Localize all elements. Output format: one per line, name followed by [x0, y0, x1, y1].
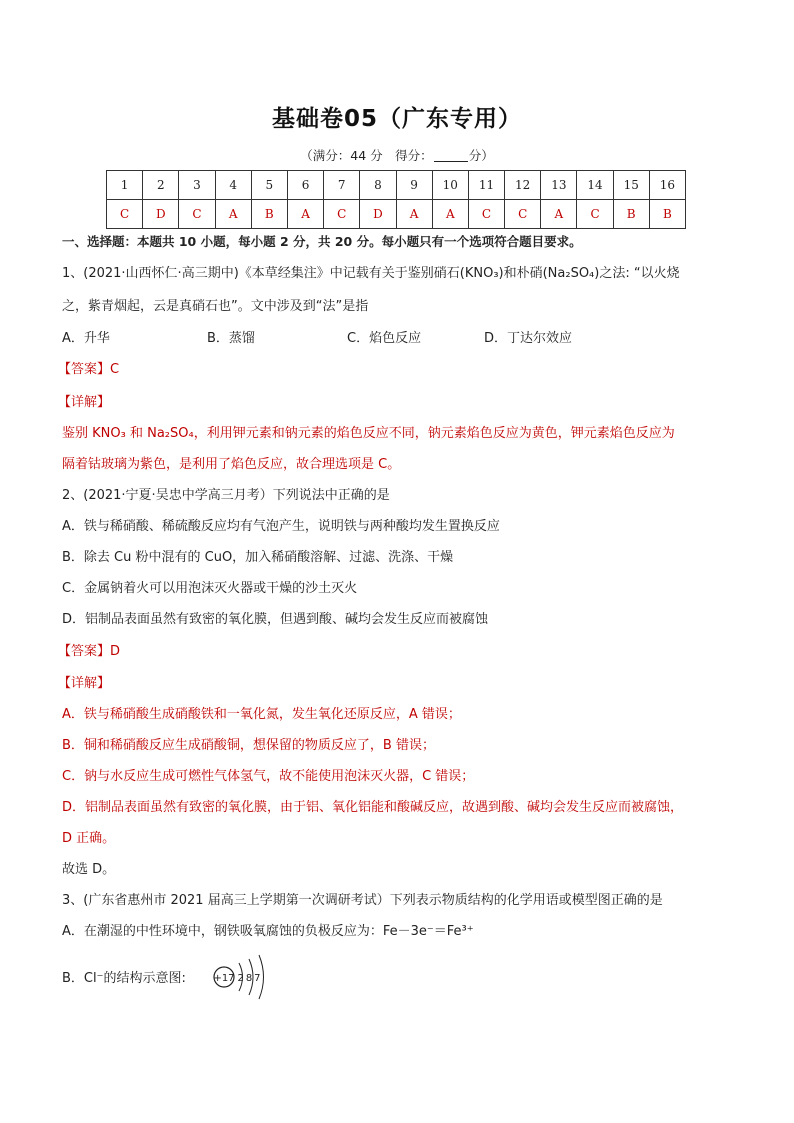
answer-letter: B: [613, 200, 649, 229]
question-number: 13: [541, 171, 577, 200]
q2-detail-c: C．钠与水反应生成可燃性气体氢气，故不能使用泡沫灭火器，C 错误；: [62, 769, 475, 784]
nucleus-charge: +17: [213, 973, 235, 984]
answer-letter: C: [577, 200, 613, 229]
answer-letter: D: [143, 200, 179, 229]
answer-letter: A: [541, 200, 577, 229]
score-suffix: 分）: [468, 148, 494, 163]
q1-answer: 【答案】C: [58, 362, 120, 377]
q2-option-d: D．铝制品表面虽然有致密的氧化膜，但遇到酸、碱均会发生反应而被腐蚀: [62, 612, 489, 627]
q2-option-c: C．金属钠着火可以用泡沫灭火器或干燥的沙土灭火: [62, 581, 358, 596]
q3-stem: 3、(广东省惠州市 2021 届高三上学期第一次调研考试）下列表示物质结构的化学用语或模型图正确的是: [62, 893, 663, 908]
answer-table: [106, 170, 686, 229]
q1-option-b: B．蒸馏: [207, 331, 255, 346]
answer-letter: A: [432, 200, 468, 229]
q1-options: [62, 330, 746, 348]
q2-option-b: B．除去 Cu 粉中混有的 CuO，加入稀硝酸溶解、过滤、洗涤、干燥: [62, 550, 454, 565]
q1-detail-label: 【详解】: [58, 395, 111, 410]
q3-option-b: B．Cl⁻的结构示意图:: [62, 971, 186, 986]
question-number: 2: [143, 171, 179, 200]
q1-stem-line2: 之，紫青烟起，云是真硝石也”。文中涉及到“法”是指: [62, 299, 369, 314]
score-blank: [434, 149, 468, 162]
q1-option-a: A．升华: [62, 331, 110, 346]
answer-table-answers-row: [107, 200, 686, 229]
answer-letter: C: [505, 200, 541, 229]
answer-letter: D: [360, 200, 396, 229]
answer-letter: C: [179, 200, 215, 229]
chlorine-ion-structure-diagram: [212, 950, 272, 1000]
answer-letter: C: [468, 200, 504, 229]
answer-letter: A: [215, 200, 251, 229]
answer-table-numbers-row: [107, 171, 686, 200]
answer-letter: C: [107, 200, 143, 229]
question-number: 6: [287, 171, 323, 200]
electron-shell-counts: 287: [237, 973, 263, 984]
q1-detail-line2: 隔着钴玻璃为紫色，是利用了焰色反应，故合理选项是 C。: [62, 457, 401, 472]
question-number: 7: [324, 171, 360, 200]
question-number: 12: [505, 171, 541, 200]
question-number: 1: [107, 171, 143, 200]
answer-letter: C: [324, 200, 360, 229]
answer-letter: A: [287, 200, 323, 229]
section-heading: 一、选择题：本题共 10 小题，每小题 2 分，共 20 分。每小题只有一个选项符合题目要求。: [62, 234, 582, 249]
page-title: 基础卷05（广东专用）: [271, 106, 522, 132]
q2-detail-label: 【详解】: [58, 676, 111, 691]
question-number: 10: [432, 171, 468, 200]
score-prefix: （满分：44 分 得分：: [300, 148, 433, 163]
q2-option-a: A．铁与稀硝酸、稀硫酸反应均有气泡产生，说明铁与两种酸均发生置换反应: [62, 519, 500, 534]
q2-detail-a: A．铁与稀硝酸生成硝酸铁和一氧化氮，发生氧化还原反应，A 错误；: [62, 707, 461, 722]
question-number: 16: [649, 171, 685, 200]
question-number: 5: [251, 171, 287, 200]
q2-detail-b: B．铜和稀硝酸反应生成硝酸铜，想保留的物质反应了，B 错误；: [62, 738, 435, 753]
answer-letter: A: [396, 200, 432, 229]
q2-detail-d: D．铝制品表面虽然有致密的氧化膜，由于铝、氧化铝能和酸碱反应，故遇到酸、碱均会发生反应而被腐蚀，: [62, 800, 684, 815]
question-number: 4: [215, 171, 251, 200]
q3-option-a: A．在潮湿的中性环境中，钢铁吸氧腐蚀的负极反应为：Fe－3e⁻＝Fe³⁺: [62, 924, 474, 939]
q2-stem: 2、(2021·宁夏·吴忠中学高三月考）下列说法中正确的是: [62, 488, 390, 503]
question-number: 11: [468, 171, 504, 200]
q2-answer: 【答案】D: [58, 644, 121, 659]
q2-detail-d-cont: D 正确。: [62, 831, 116, 846]
score-line: [0, 146, 794, 164]
answer-letter: B: [649, 200, 685, 229]
q1-option-d: D．丁达尔效应: [484, 331, 573, 346]
question-number: 15: [613, 171, 649, 200]
q1-option-c: C．焰色反应: [347, 331, 422, 346]
q1-detail-line1: 鉴别 KNO₃ 和 Na₂SO₄，利用钾元素和钠元素的焰色反应不同，钠元素焰色反应为黄色，钾元素焰色反应为: [62, 426, 675, 441]
q2-conclusion: 故选 D。: [62, 862, 116, 877]
question-number: 8: [360, 171, 396, 200]
answer-letter: B: [251, 200, 287, 229]
question-number: 14: [577, 171, 613, 200]
question-number: 3: [179, 171, 215, 200]
question-number: 9: [396, 171, 432, 200]
q1-stem-line1: 1、(2021·山西怀仁·高三期中)《本草经集注》中记载有关于鉴别硝石(KNO₃)和朴硝(Na₂SO₄)之法: “以火烧: [62, 266, 680, 281]
